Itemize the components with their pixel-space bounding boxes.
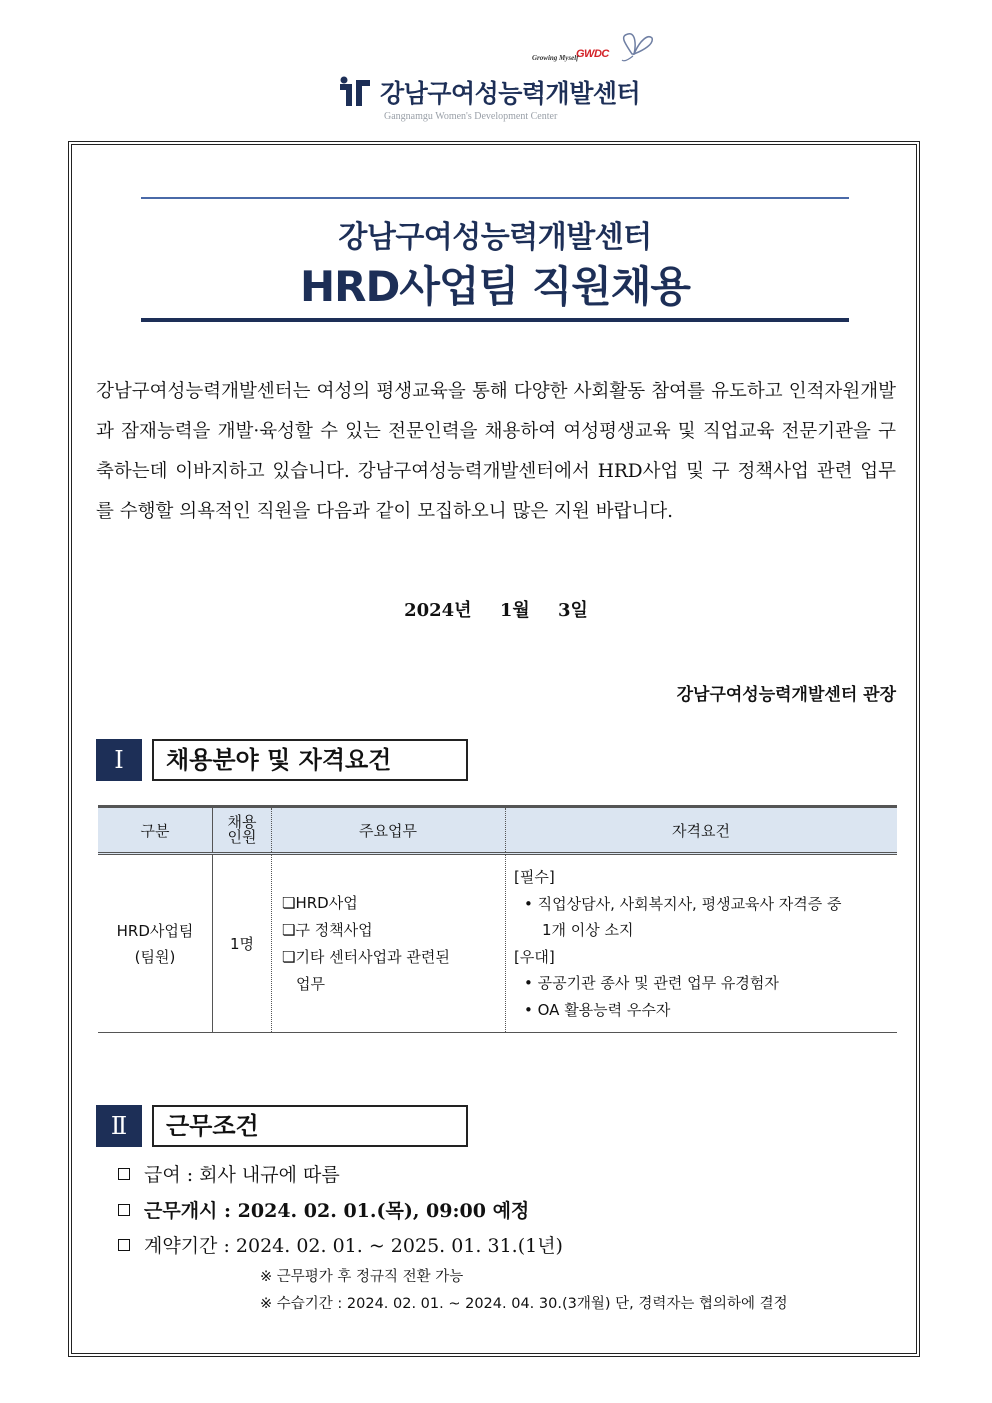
header-count [213,807,272,854]
section-1-title: 채용분야 및 자격요건 [152,739,468,781]
checkbox-icon [118,1204,130,1216]
condition-start [118,1196,529,1223]
duty-item: ❏구 정책사업 [282,920,373,939]
pref-item: • 공공기관 종사 및 관련 업무 유경험자 [524,974,779,992]
logo-tagline: Growing Myself [532,54,579,62]
cell-duties [272,854,506,1033]
section-2-number: Ⅱ [96,1105,142,1147]
table-row [98,854,897,1033]
pref-item: • OA 활용능력 우수자 [524,1000,671,1019]
logo-name-korean: 강남구여성능력개발센터 [380,79,641,108]
header-count-line2: 인원 [227,828,257,846]
section-1-number: Ⅰ [96,739,142,781]
section-2-title: 근무조건 [152,1105,468,1147]
recruitment-table [98,805,897,1033]
intro-paragraph: 강남구여성능력개발센터는 여성의 평생교육을 통해 다양한 사회활동 참여를 유도하고 인적자원개발과 잠재능력을 개발·육성할 수 있는 전문인력을 채용하여 여성평생교육 및 직업교육 전문기관을 구축하는데 이바지하고 있습니다. 강남구여성능력개발센터에서 HRD사업 및 구 정책사업 관련 업무를 수행할 의욕적인 직원을 다음과 같이 모집하오니 많은 지원 바랍니다. [96,381,896,522]
req-item-cont: 1개 이상 소지 [542,921,634,939]
duty-item-cont: 업무 [296,974,325,993]
title-top-rule [141,197,849,199]
duty-item: ❏HRD사업 [282,893,358,912]
header-division: 구분 [98,807,213,854]
butterfly-icon [614,32,654,66]
note-probation: ※ 수습기간 : 2024. 02. 01. ~ 2024. 04. 30.(3개월) 단, 경력자는 협의하에 결정 [260,1296,788,1312]
division-line2: (팀원) [134,947,176,966]
checkbox-icon [118,1168,130,1180]
notice-signer: 강남구여성능력개발센터 관장 [676,685,896,705]
condition-salary-text: 급여 : 회사 내규에 따름 [144,1164,340,1186]
table-header-row [98,807,897,854]
title-bottom-rule [141,318,849,322]
header-duties: 주요업무 [272,807,506,854]
page-title-center: 강남구여성능력개발센터 [338,220,652,255]
header-count-line1: 채용 [227,813,257,831]
header-qualifications: 자격요건 [506,807,898,854]
note-conversion: ※ 근무평가 후 정규직 전환 가능 [260,1269,464,1285]
logo-name-english: Gangnamgu Women's Development Center [384,111,558,122]
req-required-label: [필수] [514,868,555,886]
condition-contract-text: 계약기간 : 2024. 02. 01. ~ 2025. 01. 31.(1년) [144,1235,563,1257]
req-item: • 직업상담사, 사회복지사, 평생교육사 자격증 중 [524,894,842,913]
notice-date: 2024년 1월 3일 [404,600,588,621]
cell-division [98,854,213,1033]
cell-count: 1명 [213,854,272,1033]
condition-start-text: 근무개시 : 2024. 02. 01.(목), 09:00 예정 [144,1200,530,1222]
center-logo [336,32,666,128]
logo-gwdc: GWDC [576,48,609,60]
condition-contract [118,1231,563,1258]
division-line1: HRD사업팀 [116,921,194,940]
cell-qualifications [506,854,898,1033]
emblem-icon [336,76,374,110]
req-preferred-label: [우대] [514,947,555,966]
page-title-main: HRD사업팀 직원채용 [300,262,690,311]
duty-item: ❏기타 센터사업과 관련된 [282,947,450,966]
condition-salary [118,1160,340,1187]
checkbox-icon [118,1239,130,1251]
